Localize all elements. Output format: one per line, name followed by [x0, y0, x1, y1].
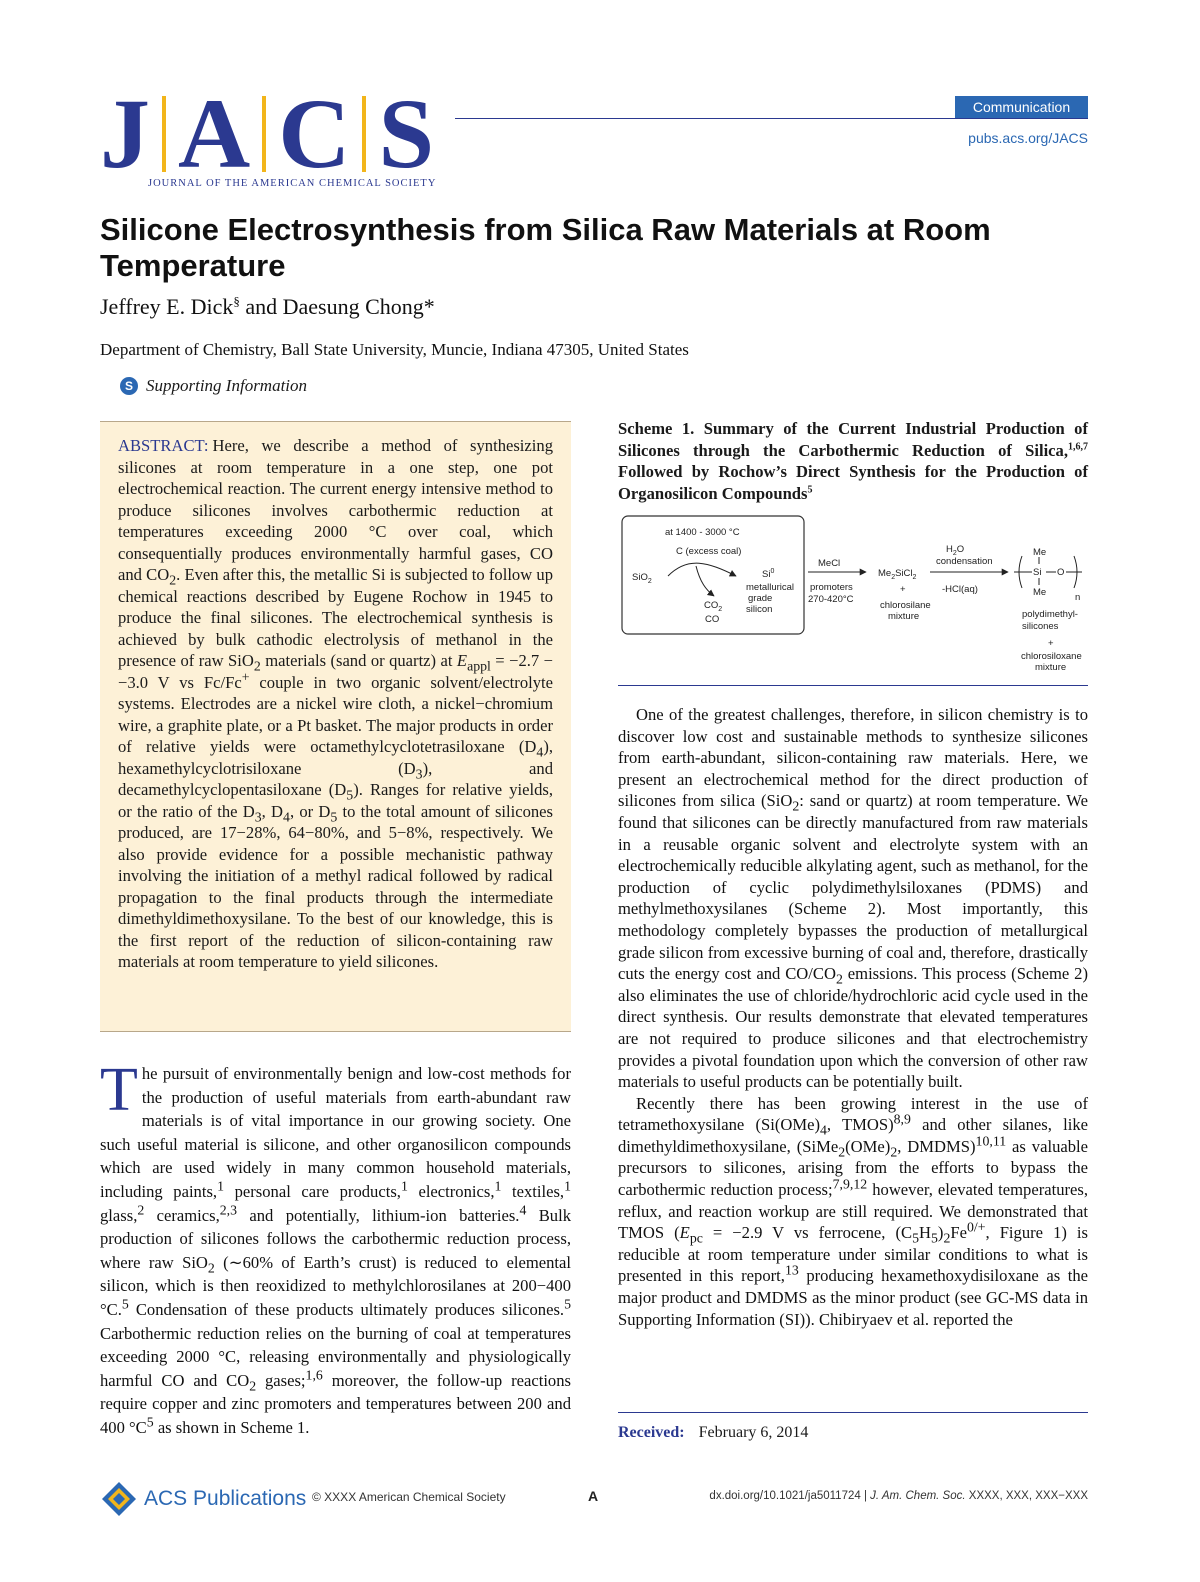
logo-subtitle: JOURNAL OF THE AMERICAN CHEMICAL SOCIETY: [148, 178, 437, 189]
scheme-temp-label: at 1400 - 3000 °C: [665, 527, 740, 538]
svg-text:condensation: condensation: [936, 556, 993, 567]
svg-text:chlorosilane: chlorosilane: [880, 600, 931, 611]
author-name[interactable]: Daesung Chong: [282, 294, 424, 319]
svg-text:-HCl(aq): -HCl(aq): [942, 584, 978, 595]
body-right-column: [618, 704, 1088, 1330]
scheme-h2o-label: $H_2O$: [946, 544, 965, 557]
scheme-arrow-reduction: [668, 563, 736, 576]
scheme-coal-label: C (excess coal): [676, 546, 742, 557]
logo-letter-j: J: [100, 78, 150, 189]
svg-text:chlorosiloxane: chlorosiloxane: [1021, 651, 1082, 662]
logo-letter-a: A: [178, 78, 251, 189]
supporting-info-label: Supporting Information: [146, 376, 308, 395]
copyright-notice: © XXXX American Chemical Society: [312, 1490, 506, 1504]
scheme-caption: Scheme 1. Summary of the Current Industrial Production of Silicones through the Carbothermic Reduction of Silica,$^{1,6,7}$ Followed by Rochow’s Direct Synthesis for the Production of Organosilicon Compounds$^5$: [618, 419, 1088, 503]
scheme-co-label: CO: [705, 614, 720, 625]
svg-text:silicones: silicones: [1022, 621, 1059, 632]
svg-text:270-420°C: 270-420°C: [808, 594, 854, 605]
author-list: Jeffrey E. Dick§ and Daesung Chong*: [100, 293, 435, 319]
svg-text:mixture: mixture: [888, 611, 920, 622]
journal-url-link[interactable]: pubs.acs.org/JACS: [968, 130, 1088, 146]
supporting-info-link[interactable]: [120, 376, 307, 396]
acs-logo-icon: [100, 1480, 138, 1518]
body-paragraph: The pursuit of environmentally benign and low-cost methods for the production of useful materials from earth-abundant raw materials is of vital importance in our growing society. One such useful material is silicone, and other organosilicon compounds which are used widely in many common household materials, including paints,$^1$ personal care products,$^1$ electronics,$^1$ textiles,$^1$ glass,$^2$ ceramics,$^{2,3}$ and potentially, lithium-ion batteries.$^4$ Bulk production of silicones follows the carbothermic reduction process, where raw SiO$_2$ (∼60% of Earth’s crust) is reduced to elemental silicon, which is then reoxidized to methylchlorosilanes at 200−400 °C.$^5$ Condensation of these products ultimately produces silicones.$^5$ Carbothermic reduction relies on the burning of coal at temperatures exceeding 2000 °C, releasing environmentally and physiologically harmful CO and $CO_2$ gases;$^{1,6}$ moreover, the follow-up reactions require copper and zinc promoters and temperatures between 200 and 400 $^\circ C^5$ as shown in Scheme 1.: [100, 1056, 572, 1437]
received-date: [618, 1424, 808, 1442]
journal-logo: [100, 78, 460, 198]
svg-text:n: n: [1075, 592, 1081, 603]
body-left-column: [100, 1056, 572, 1440]
citation-link[interactable]: 8,9: [893, 1111, 911, 1127]
scheme-me2sicl2-label: $Me_2SiCl_2$: [878, 568, 917, 581]
article-title: Silicone Electrosynthesis from Silica Raw Materials at Room Temperature: [100, 212, 991, 283]
svg-text:O: O: [1057, 567, 1065, 578]
scheme-1-diagram: [618, 512, 1088, 682]
masthead-rule: [455, 118, 1088, 119]
scheme-co2-label: $CO_2$: [704, 600, 723, 613]
scheme-bottom-rule: [618, 685, 1088, 686]
svg-text:promoters: promoters: [810, 582, 853, 593]
svg-text:polydimethyl-: polydimethyl-: [1022, 609, 1078, 620]
received-value: February 6, 2014: [698, 1424, 809, 1441]
scheme-arrow-gas: [696, 566, 714, 596]
scheme-si0-label: Si$^0$: [762, 568, 775, 580]
scheme-sio2-label: SiO$_2$: [632, 572, 652, 585]
svg-text:+: +: [900, 584, 906, 595]
pdms-structure: [1014, 547, 1082, 603]
author-name[interactable]: Jeffrey E. Dick: [100, 294, 234, 319]
logo-letter-s: S: [378, 78, 435, 189]
received-label: Received:: [618, 1424, 685, 1441]
supporting-info-icon: S: [120, 377, 138, 395]
body-paragraph: One of the greatest challenges, therefore, in silicon chemistry is to discover low cost and sustainable methods to synthesize silicones from earth-abundant, silicon-containing raw materials. Here, we present an electrochemical method for the direct production of silicones from silica (SiO$_2$: sand or quartz) at room temperature. We found that silicones can be directly manufactured from raw materials in a reusable organic solvent and electrolyte system with an electrochemically reducible alkylating agent, such as methanol, for the production of cyclic polydimethylsiloxanes (PDMS) and methylmethoxysilanes (Scheme 2). Most importantly, this methodology completely bypasses the production of metallurgical grade silicon from excessive burning of coal and, therefore, drastically cuts the energy cost and $CO/CO_2$ emissions. This process (Scheme 2) also eliminates the use of chloride/hydrochloric acid cycle used in the direct synthesis. Our results demonstrate that elevated temperatures are not required to produce silicones and that electrochemistry provides a pivotal foundation upon which the conversion of other raw materials to useful products can be potentially built.: [618, 705, 1088, 1092]
acs-publications-text: ACS Publications: [144, 1487, 307, 1510]
svg-text:grade: grade: [748, 593, 773, 604]
svg-text:silicon: silicon: [746, 604, 773, 615]
received-rule: [618, 1412, 1088, 1413]
acs-publications-logo[interactable]: [100, 1480, 306, 1518]
abstract-text: ABSTRACT: Here, we describe a method of synthesizing silicones at room temperature in a one step, one pot electrochemical reaction. The current energy intensive method to produce silicones involves carbothermic reduction at temperatures exceeding 2000 °C over coal, which consequentially produces environmentally harmful gases, CO and $CO_2$. Even after this, the metallic Si is subjected to follow up chemical reactions described by Eugene Rochow in 1945 to produce the final silicones. The electrochemical synthesis is achieved by bulk cathodic electrolysis of methanol in the presence of raw SiO$_2$ materials (sand or quartz) at $E_{appl} = -2.7 - -3.0$ V vs Fc/Fc+ couple in two organic solvent/electrolyte systems. Electrodes are a nickel wire cloth, a nickel−chromium wire, a graphite plate, or a Pt basket. The major products in order of relative yields were octamethylcyclotetrasiloxane $(D_4)$, hexamethylcyclotrisiloxane $(D_3)$, and decamethylcyclopentasiloxane $(D_5)$. Ranges for relative yields, or the ratio of the $D_3$, $D_4$, or $D_5$ to the total amount of silicones produced, are 17−28%, 64−80%, and 5−8%, respectively. We also provide evidence for a possible mechanistic pathway involving the initiation of a methyl radical followed by radical propagation to the final products through the intermediate dimethyldimethoxysilane. To the best of our knowledge, this is the first report of the reduction of silicon-containing raw materials at room temperature to yield silicones.: [118, 436, 554, 971]
logo-letter-c: C: [278, 78, 351, 189]
drop-cap: T: [100, 1056, 138, 1124]
article-type-badge: Communication: [955, 96, 1088, 118]
body-paragraph: Recently there has been growing interest in the use of tetramethoxysilane ($Si(OMe)_4$, TMOS)$^{8,9}$ and other silanes, like dimethyldimethoxysilane, ($SiMe_2(OMe)_2$, DMDMS)$^{10,11}$ as valuable precursors to silicones, arising from the efforts to bypass the carbothermic reduction process;$^{7,9,12}$ however, elevated temperatures, reflux, and reaction workup are still required. We demonstrated that TMOS ($E_{pc} = -2.9$ V vs ferrocene, $(C_5H_5)_2Fe^{0/+}$, Figure 1) is reducible at room temperature under similar conditions to what is presented in this report,$^{13}$ producing hexamethoxydisiloxane as the major product and DMDMS as the minor product (see GC-MS data in Supporting Information (SI)). Chibiryaev et al. reported the: [618, 1093, 1088, 1329]
abstract-box: [100, 421, 571, 1032]
svg-text:MeCl: MeCl: [818, 558, 841, 569]
abstract-label: ABSTRACT:: [118, 436, 209, 455]
doi-citation[interactable]: dx.doi.org/10.1021/ja5011724 | J. Am. Chem. Soc. XXXX, XXX, XXX−XXX: [709, 1490, 1088, 1502]
page-number: A: [588, 1488, 599, 1504]
svg-text:+: +: [1048, 638, 1054, 649]
affiliation: Department of Chemistry, Ball State University, Muncie, Indiana 47305, United States: [100, 340, 689, 359]
svg-text:Me: Me: [1033, 547, 1047, 558]
svg-text:Me: Me: [1033, 587, 1047, 598]
svg-text:mixture: mixture: [1035, 662, 1067, 673]
svg-text:Si: Si: [1033, 567, 1042, 578]
citation-link[interactable]: 1: [217, 1178, 224, 1194]
svg-text:metallurical: metallurical: [746, 582, 795, 593]
